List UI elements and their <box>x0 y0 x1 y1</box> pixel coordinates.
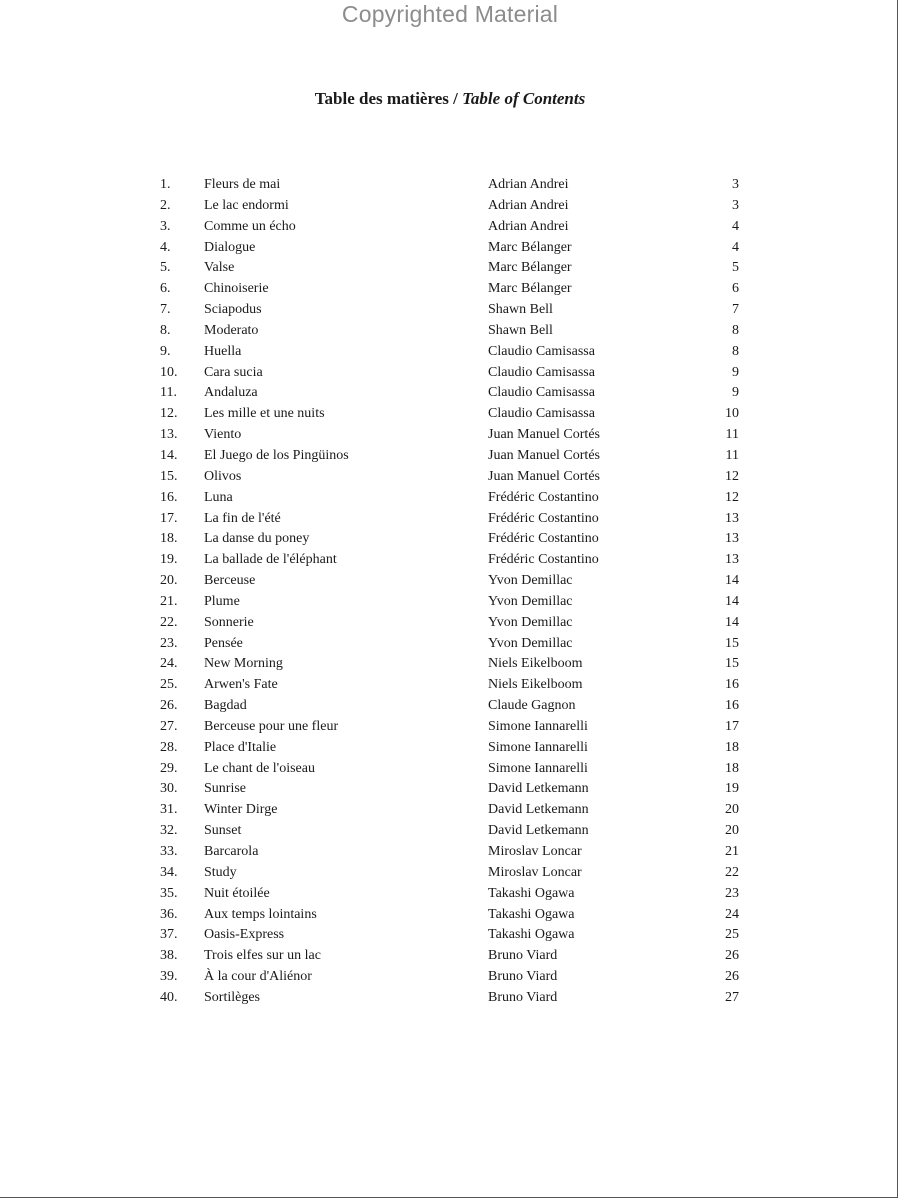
toc-row <box>0 196 900 217</box>
toc-row <box>0 321 900 342</box>
page-number: 16 <box>725 698 739 714</box>
composer-name: Juan Manuel Cortés <box>488 447 600 463</box>
piece-title: Sortilèges <box>204 989 260 1005</box>
composer-name: David Letkemann <box>488 823 589 839</box>
composer-name: Frédéric Costantino <box>488 510 599 526</box>
piece-title: Berceuse <box>204 573 256 589</box>
piece-title: Viento <box>204 427 242 443</box>
composer-name: Bruno Viard <box>488 948 558 964</box>
composer-name: Juan Manuel Cortés <box>488 427 600 443</box>
page-number: 16 <box>725 677 739 693</box>
toc-row <box>0 821 900 842</box>
composer-name: David Letkemann <box>488 802 589 818</box>
composer-name: Frédéric Costantino <box>488 552 599 568</box>
page-number: 23 <box>725 885 739 901</box>
toc-row <box>0 509 900 530</box>
composer-name: Marc Bélanger <box>488 281 572 297</box>
page-number: 15 <box>725 635 739 651</box>
toc-row <box>0 759 900 780</box>
piece-title: Huella <box>204 343 242 359</box>
toc-row <box>0 905 900 926</box>
page-number: 3 <box>732 177 739 192</box>
page-number: 25 <box>725 927 739 943</box>
composer-name: Yvon Demillac <box>488 635 573 651</box>
toc-row <box>0 675 900 696</box>
toc-row <box>0 217 900 238</box>
piece-title: La danse du poney <box>204 531 310 547</box>
page-title <box>0 88 900 110</box>
composer-name: Bruno Viard <box>488 969 558 985</box>
entry-number: 14. <box>160 447 178 463</box>
piece-title: Nuit étoilée <box>204 885 270 901</box>
entry-number: 5. <box>160 260 171 276</box>
composer-name: Shawn Bell <box>488 302 553 318</box>
composer-name: Miroslav Loncar <box>488 864 582 880</box>
page-number: 15 <box>725 656 739 672</box>
toc-row <box>0 779 900 800</box>
composer-name: Marc Bélanger <box>488 260 572 276</box>
toc-row <box>0 696 900 717</box>
piece-title: Arwen's Fate <box>204 677 278 693</box>
entry-number: 12. <box>160 406 178 422</box>
piece-title: Pensée <box>204 635 243 651</box>
entry-number: 37. <box>160 927 178 943</box>
entry-number: 25. <box>160 677 178 693</box>
page-number: 12 <box>725 468 739 484</box>
composer-name: Adrian Andrei <box>488 177 569 192</box>
entry-number: 13. <box>160 427 178 443</box>
composer-name: Claudio Camisassa <box>488 343 595 359</box>
entry-number: 23. <box>160 635 178 651</box>
toc-row <box>0 634 900 655</box>
page-number: 3 <box>732 197 739 213</box>
entry-number: 33. <box>160 844 178 859</box>
piece-title: Bagdad <box>204 698 247 714</box>
page-number: 20 <box>725 802 739 818</box>
piece-title: À la cour d'Aliénor <box>204 969 312 985</box>
piece-title: Andaluza <box>204 385 258 401</box>
page-number: 14 <box>725 573 739 589</box>
toc-row <box>0 529 900 550</box>
piece-title: Moderato <box>204 322 259 338</box>
entry-number: 21. <box>160 593 178 609</box>
toc-row <box>0 258 900 279</box>
page-number: 18 <box>725 760 739 776</box>
composer-name: Claude Gagnon <box>488 698 576 714</box>
toc-row <box>0 425 900 446</box>
toc-row <box>0 738 900 759</box>
entry-number: 6. <box>160 281 171 297</box>
toc-row <box>0 342 900 363</box>
composer-name: Shawn Bell <box>488 322 553 338</box>
composer-name: Simone Iannarelli <box>488 760 588 776</box>
toc-row <box>0 925 900 946</box>
composer-name: Bruno Viard <box>488 989 558 1005</box>
toc-row <box>0 863 900 884</box>
page-number: 22 <box>725 864 739 880</box>
entry-number: 32. <box>160 823 178 839</box>
page-number: 18 <box>725 739 739 755</box>
composer-name: Marc Bélanger <box>488 239 572 255</box>
composer-name: Juan Manuel Cortés <box>488 468 600 484</box>
entry-number: 16. <box>160 489 178 505</box>
page-number: 6 <box>732 281 739 297</box>
piece-title: Fleurs de mai <box>204 177 281 192</box>
piece-title: Barcarola <box>204 844 259 859</box>
entry-number: 8. <box>160 322 171 338</box>
composer-name: Niels Eikelboom <box>488 677 583 693</box>
page-number: 14 <box>725 614 739 630</box>
entry-number: 7. <box>160 302 171 318</box>
entry-number: 22. <box>160 614 178 630</box>
table-of-contents <box>0 175 900 1009</box>
piece-title: Sciapodus <box>204 302 262 318</box>
title-french: Table des matières / <box>314 89 458 108</box>
piece-title: Dialogue <box>204 239 256 255</box>
entry-number: 34. <box>160 864 178 880</box>
toc-row <box>0 988 900 1009</box>
entry-number: 17. <box>160 510 178 526</box>
piece-title: Luna <box>204 489 233 505</box>
page-number: 7 <box>732 302 739 318</box>
page-number: 13 <box>725 531 739 547</box>
piece-title: Plume <box>204 593 240 609</box>
composer-name: Miroslav Loncar <box>488 844 582 859</box>
page-number: 20 <box>725 823 739 839</box>
page-number: 9 <box>732 385 739 401</box>
page-number: 26 <box>725 969 739 985</box>
toc-row <box>0 383 900 404</box>
page-number: 14 <box>725 593 739 609</box>
piece-title: La fin de l'été <box>204 510 281 526</box>
toc-row <box>0 550 900 571</box>
entry-number: 29. <box>160 760 178 776</box>
toc-row <box>0 279 900 300</box>
toc-row <box>0 613 900 634</box>
page-number: 8 <box>732 343 739 359</box>
entry-number: 9. <box>160 343 171 359</box>
piece-title: Olivos <box>204 468 242 484</box>
composer-name: Niels Eikelboom <box>488 656 583 672</box>
entry-number: 36. <box>160 906 178 922</box>
composer-name: Yvon Demillac <box>488 614 573 630</box>
entry-number: 3. <box>160 218 171 234</box>
piece-title: Les mille et une nuits <box>204 406 325 422</box>
piece-title: Oasis-Express <box>204 927 285 943</box>
page-number: 11 <box>725 427 739 443</box>
piece-title: Place d'Italie <box>204 739 277 755</box>
title-english: Table of Contents <box>462 89 586 108</box>
entry-number: 11. <box>160 385 177 401</box>
page-number: 26 <box>725 948 739 964</box>
entry-number: 26. <box>160 698 178 714</box>
piece-title: Valse <box>204 260 235 276</box>
piece-title: Comme un écho <box>204 218 296 234</box>
toc-row <box>0 717 900 738</box>
entry-number: 20. <box>160 573 178 589</box>
page-number: 13 <box>725 552 739 568</box>
composer-name: Claudio Camisassa <box>488 364 595 380</box>
toc-row <box>0 175 900 196</box>
piece-title: New Morning <box>204 656 283 672</box>
page-number: 11 <box>725 447 739 463</box>
entry-number: 4. <box>160 239 171 255</box>
page-number: 27 <box>725 989 739 1005</box>
piece-title: Le lac endormi <box>204 197 289 213</box>
toc-row <box>0 571 900 592</box>
composer-name: Frédéric Costantino <box>488 531 599 547</box>
toc-row <box>0 946 900 967</box>
copyright-watermark: Copyrighted Material <box>341 1 559 27</box>
composer-name: Yvon Demillac <box>488 573 573 589</box>
page-number: 9 <box>732 364 739 380</box>
piece-title: Trois elfes sur un lac <box>204 948 321 964</box>
composer-name: Takashi Ogawa <box>488 885 575 901</box>
toc-row <box>0 404 900 425</box>
page-number: 21 <box>725 844 739 859</box>
page-number: 17 <box>725 718 739 734</box>
entry-number: 1. <box>160 177 171 192</box>
toc-row <box>0 592 900 613</box>
toc-row <box>0 800 900 821</box>
composer-name: Claudio Camisassa <box>488 406 595 422</box>
page-number: 12 <box>725 489 739 505</box>
page-number: 13 <box>725 510 739 526</box>
page-number: 8 <box>732 322 739 338</box>
piece-title: Sunset <box>204 823 242 839</box>
piece-title: El Juego de los Pingüinos <box>204 447 349 463</box>
page-number: 4 <box>732 218 739 234</box>
toc-row <box>0 446 900 467</box>
piece-title: Chinoiserie <box>204 281 269 297</box>
page-number: 5 <box>732 260 739 276</box>
composer-name: David Letkemann <box>488 781 589 797</box>
page-number: 19 <box>725 781 739 797</box>
composer-name: Simone Iannarelli <box>488 739 588 755</box>
composer-name: Adrian Andrei <box>488 218 569 234</box>
piece-title: Study <box>204 864 237 880</box>
entry-number: 24. <box>160 656 178 672</box>
toc-row <box>0 238 900 259</box>
piece-title: Sunrise <box>204 781 246 797</box>
entry-number: 27. <box>160 718 178 734</box>
piece-title: Aux temps lointains <box>204 906 317 922</box>
entry-number: 15. <box>160 468 178 484</box>
entry-number: 28. <box>160 739 178 755</box>
toc-row <box>0 842 900 863</box>
page-number: 10 <box>725 406 739 422</box>
composer-name: Frédéric Costantino <box>488 489 599 505</box>
composer-name: Claudio Camisassa <box>488 385 595 401</box>
composer-name: Yvon Demillac <box>488 593 573 609</box>
piece-title: Sonnerie <box>204 614 254 630</box>
entry-number: 19. <box>160 552 178 568</box>
composer-name: Simone Iannarelli <box>488 718 588 734</box>
entry-number: 39. <box>160 969 178 985</box>
entry-number: 2. <box>160 197 171 213</box>
entry-number: 35. <box>160 885 178 901</box>
piece-title: Cara sucia <box>204 364 263 380</box>
piece-title: Winter Dirge <box>204 802 278 818</box>
toc-row <box>0 654 900 675</box>
toc-row <box>0 467 900 488</box>
toc-row <box>0 488 900 509</box>
composer-name: Takashi Ogawa <box>488 927 575 943</box>
page-number: 24 <box>725 906 739 922</box>
composer-name: Takashi Ogawa <box>488 906 575 922</box>
entry-number: 38. <box>160 948 178 964</box>
entry-number: 31. <box>160 802 178 818</box>
toc-row <box>0 884 900 905</box>
composer-name: Adrian Andrei <box>488 197 569 213</box>
piece-title: Le chant de l'oiseau <box>204 760 315 776</box>
entry-number: 40. <box>160 989 178 1005</box>
entry-number: 10. <box>160 364 178 380</box>
page-number: 4 <box>732 239 739 255</box>
entry-number: 18. <box>160 531 178 547</box>
piece-title: Berceuse pour une fleur <box>204 718 339 734</box>
piece-title: La ballade de l'éléphant <box>204 552 337 568</box>
entry-number: 30. <box>160 781 178 797</box>
toc-row <box>0 300 900 321</box>
toc-row <box>0 363 900 384</box>
toc-row <box>0 967 900 988</box>
